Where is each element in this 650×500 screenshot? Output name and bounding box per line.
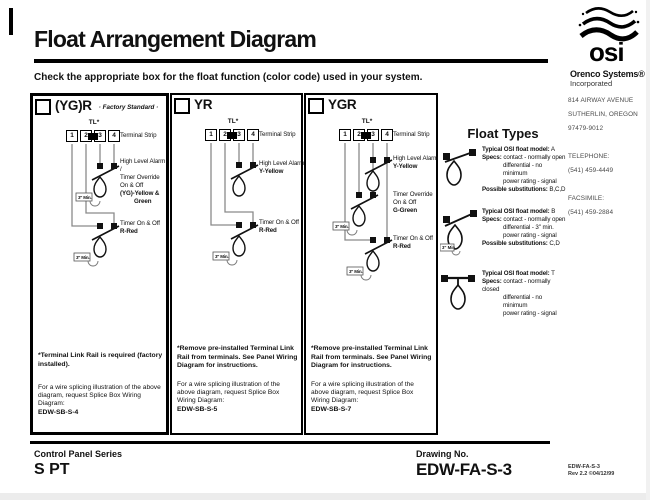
specs-label: Specs:	[482, 216, 502, 223]
terminal-link-label: TL*	[361, 118, 373, 125]
address-block	[568, 97, 648, 223]
series-value: S PT	[34, 461, 70, 478]
terminal-link-rail	[361, 132, 371, 139]
float2-line: Timer Override	[393, 191, 433, 198]
revision-code: EDW-FA-S-3	[568, 464, 600, 470]
column-note-bold: *Remove pre-installed Terminal Link Rail from terminals. See Panel Wiring Diagram for instructions.	[311, 345, 432, 369]
spec-line: power rating - signal	[503, 178, 557, 185]
drawing-number: EDW-FA-S-3	[416, 460, 512, 479]
float1-color-code: Y-Yellow	[393, 163, 418, 170]
float1-label	[120, 158, 168, 206]
min-height-label: 3" Min.	[78, 194, 92, 200]
wiring-diagram-ygr	[33, 118, 166, 328]
float1-line: Timer Override	[120, 174, 160, 181]
float3-line: Timer On & Off	[393, 235, 433, 242]
column-note-bold: *Terminal Link Rail is required (factory installed).	[38, 352, 163, 368]
float2-color-code: R-Red	[120, 228, 138, 235]
scan-edge-bottom	[0, 493, 650, 500]
float-type-t-specs	[482, 270, 568, 318]
substitutions-label: Possible substitutions:	[482, 186, 548, 193]
terminal-1: 1	[66, 130, 78, 142]
scan-artifact	[9, 8, 13, 35]
spec-line: contact - normally open	[503, 154, 566, 161]
float2-color-code: R-Red	[259, 227, 277, 234]
float-model-t-icon	[440, 272, 480, 318]
column-code: YR	[194, 97, 213, 112]
terminal-2: 2	[219, 129, 231, 141]
terminal-link-label: TL*	[227, 118, 239, 125]
spec-line: differential - 3" min.	[503, 224, 554, 231]
terminal-2: 2	[353, 129, 365, 141]
float2-label	[259, 219, 307, 235]
address-line: SUTHERLIN, OREGON	[568, 111, 638, 118]
terminal-strip-label: Terminal Strip	[120, 132, 157, 139]
terminal-link-rail	[88, 133, 98, 140]
address-line: 814 AIRWAY AVENUE	[568, 97, 634, 104]
substitutions-label: Possible substitutions:	[482, 240, 548, 247]
float3-color-code: R-Red	[393, 243, 411, 250]
float1-label	[259, 160, 307, 176]
specs-label: Specs:	[482, 278, 502, 285]
osi-wave-logo-icon	[570, 6, 644, 64]
facsimile-label: FACSIMILE:	[568, 195, 605, 202]
splice-diagram-code: EDW-SB-S-5	[177, 406, 218, 413]
min-height-label: 3" Min.	[349, 268, 363, 274]
float-type-a-specs	[482, 146, 568, 194]
revision-block	[568, 464, 614, 478]
wiring-diagram-ygr3	[306, 117, 439, 327]
substitutions-value: C,D	[549, 240, 560, 247]
column-ygr-factory-standard	[30, 93, 169, 435]
float2-line: Timer On & Off	[120, 220, 160, 227]
min-height-label: 3" Min.	[215, 253, 229, 259]
terminal-1: 1	[339, 129, 351, 141]
splice-diagram-code: EDW-SB-S-7	[311, 406, 352, 413]
terminal-3: 3	[233, 129, 245, 141]
spec-line: differential - no minimum	[503, 294, 543, 309]
terminal-link-label: TL*	[88, 119, 100, 126]
min-height-label: 3" Min.	[442, 245, 457, 250]
model-label: Typical OSI float model:	[482, 208, 550, 215]
float3-label	[393, 235, 441, 251]
terminal-3: 3	[94, 130, 106, 142]
drawing-number-label: Drawing No.	[416, 449, 469, 459]
specs-label: Specs:	[482, 154, 502, 161]
min-height-label: 3" Min.	[335, 223, 349, 229]
spec-line: contact - normally closed	[482, 278, 551, 293]
terminal-1: 1	[205, 129, 217, 141]
float2-label	[393, 191, 441, 215]
model-value: T	[551, 270, 555, 277]
factory-standard-tag: · Factory Standard ·	[98, 104, 159, 111]
terminal-link-rail	[227, 132, 237, 139]
telephone-label: TELEPHONE:	[568, 153, 610, 160]
float2-color-code: G-Green	[393, 207, 418, 214]
instruction-text: Check the appropriate box for the float function (color code) used in your system.	[34, 72, 423, 83]
company-logo	[570, 6, 648, 88]
terminal-strip-label: Terminal Strip	[259, 131, 296, 138]
company-name: Orenco Systems®	[570, 69, 645, 79]
min-height-label: 3" Min.	[76, 254, 90, 260]
float2-line: Timer On & Off	[259, 219, 299, 226]
terminal-4: 4	[381, 129, 393, 141]
column-note: For a wire splicing illustration of the above diagram, request Splice Box Wiring Diagram:	[177, 381, 280, 405]
float1-line: On & Off	[120, 182, 144, 189]
svg-text:osi: osi	[589, 37, 624, 64]
column-code: YGR	[328, 97, 357, 112]
substitutions-value: B,C,D	[549, 186, 566, 193]
spec-line: differential - no minimum	[503, 162, 543, 177]
spec-line: power rating - signal	[503, 310, 557, 317]
float1-color-code: (YG)-Yellow &	[120, 190, 160, 197]
checkbox-yr[interactable]	[174, 98, 190, 114]
float1-label	[393, 155, 441, 171]
telephone-number: (541) 459-4449	[568, 167, 614, 174]
page-title: Float Arrangement Diagram	[34, 26, 317, 52]
column-note: For a wire splicing illustration of the above diagram, request Splice Box Wiring Diagram:	[38, 384, 161, 408]
wiring-diagram-yr	[172, 117, 305, 327]
wiring-svg	[306, 117, 436, 327]
float1-line: High Level Alarm /	[120, 158, 166, 173]
terminal-4: 4	[108, 130, 120, 142]
splice-diagram-code: EDW-SB-S-4	[38, 409, 79, 416]
terminal-strip-label: Terminal Strip	[393, 131, 430, 138]
float1-line: High Level Alarm	[393, 155, 439, 162]
terminal-4: 4	[247, 129, 259, 141]
facsimile-number: (541) 459-2884	[568, 209, 614, 216]
column-ygr3	[304, 93, 438, 435]
revision-date: Rev 2.2 ©04/12/99	[568, 471, 615, 477]
model-label: Typical OSI float model:	[482, 146, 550, 153]
spec-line: contact - normally open	[503, 216, 566, 223]
float-type-b-specs	[482, 208, 568, 248]
footer-rule	[30, 441, 550, 444]
model-label: Typical OSI float model:	[482, 270, 550, 277]
float2-label	[120, 220, 168, 236]
checkbox-ygr[interactable]	[35, 99, 51, 115]
float-types-title: Float Types	[467, 126, 539, 141]
column-yr	[170, 93, 303, 435]
column-note: For a wire splicing illustration of the above diagram, request Splice Box Wiring Diagram:	[311, 381, 414, 405]
terminal-3: 3	[367, 129, 379, 141]
model-value: A	[550, 146, 555, 153]
title-rule	[34, 59, 548, 63]
float-model-a-icon	[440, 148, 480, 194]
spec-line: power rating - signal	[503, 232, 557, 239]
float1-color-code: Y-Yellow	[259, 168, 284, 175]
model-value: B	[551, 208, 556, 215]
float2-line: On & Off	[393, 199, 417, 206]
series-label: Control Panel Series	[34, 449, 123, 459]
checkbox-ygr3[interactable]	[308, 98, 324, 114]
column-note-bold: *Remove pre-installed Terminal Link Rail from terminals. See Panel Wiring Diagram for instructions.	[177, 345, 298, 369]
float1-line: High Level Alarm	[259, 160, 305, 167]
terminal-2: 2	[80, 130, 92, 142]
column-code: (YG)R	[55, 98, 92, 113]
address-line: 97479-9012	[568, 125, 604, 132]
company-subname: Incorporated	[570, 79, 613, 88]
float1-color-code: Green	[134, 198, 152, 205]
